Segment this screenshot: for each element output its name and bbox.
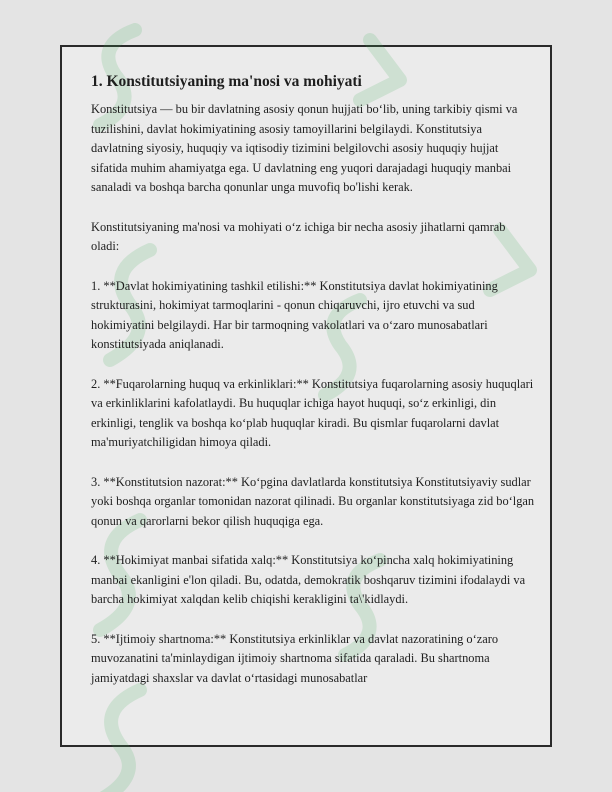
point-3-paragraph: 3. **Konstitutsion nazorat:** Ko‘pgina davlatlarda konstitutsiya Konstitutsiyaviy sudlar yoki boshqa organlar tomonidan nazorat qilinadi. Bu organlar konstitutsiyaga zid bo‘lgan qonun va qarorlarni bekor qilish huquqiga ega. xyxy=(91,474,535,528)
point-5-paragraph: 5. **Ijtimoiy shartnoma:** Konstitutsiya erkinliklar va davlat nazoratining o‘zaro muvozanatini ta'minlaydigan ijtimoiy shartnoma sifatida qaraladi. Bu shartnoma jamiyatdagi shaxslar va davlat o‘rtasidagi munosabatlar xyxy=(91,631,499,685)
document-body xyxy=(91,72,536,708)
point-2-paragraph: 2. **Fuqarolarning huquq va erkinliklari:** Konstitutsiya fuqarolarning asosiy huquqlari va erkinliklarini kafolatlaydi. Bu huquqlar ichiga hayot huquqi, so‘z erkinligi, din erkinligi, tenglik va boshqa ko‘plab huquqlar kiradi. Bu qismlar fuqarolarni davlat ma'muriyatchiligidan himoya qiladi. xyxy=(91,376,534,449)
point-4-paragraph: 4. **Hokimiyat manbai sifatida xalq:** Konstitutsiya ko‘pincha xalq hokimiyatining manbai ekanligini e'lon qiladi. Bu, odatda, demokratik boshqaruv tizimini ifodalaydi va barcha hokimiyat xalqdan kelib chiqishi kerakligini ta\'kidlaydi. xyxy=(91,553,526,606)
intro-paragraph: Konstitutsiya — bu bir davlatning asosiy qonun hujjati bo‘lib, uning tarkibiy qismi va tuzilishini, davlat hokimiyatining asosiy tamoyillarini belgilaydi. Konstitutsiya davlatning siyosiy, huquqiy va iqtisodiy tizimini belgilovchi asosiy huquqiy hujjat sifatida muhim ahamiyatga ega. U davlatning eng yuqori darajadagi huquqiy manbai sanaladi va boshqa barcha qonunlar unga muvofiq bo'lishi kerak. xyxy=(91,102,518,194)
section-heading: 1. Konstitutsiyaning ma'nosi va mohiyati xyxy=(91,73,362,90)
aspects-intro-paragraph: Konstitutsiyaning ma'nosi va mohiyati o‘z ichiga bir necha asosiy jihatlarni qamrab oladi: xyxy=(91,219,506,253)
point-1-paragraph: 1. **Davlat hokimiyatining tashkil etilishi:** Konstitutsiya davlat hokimiyatining strukturasini, hokimiyat tarmoqlarini - qonun chiqaruvchi, ijro etuvchi va sud hokimiyatini belgilaydi. Har bir tarmoqning vakolatlari va o‘zaro munosabatlari konstitutsiyada aniqlanadi. xyxy=(91,278,498,351)
